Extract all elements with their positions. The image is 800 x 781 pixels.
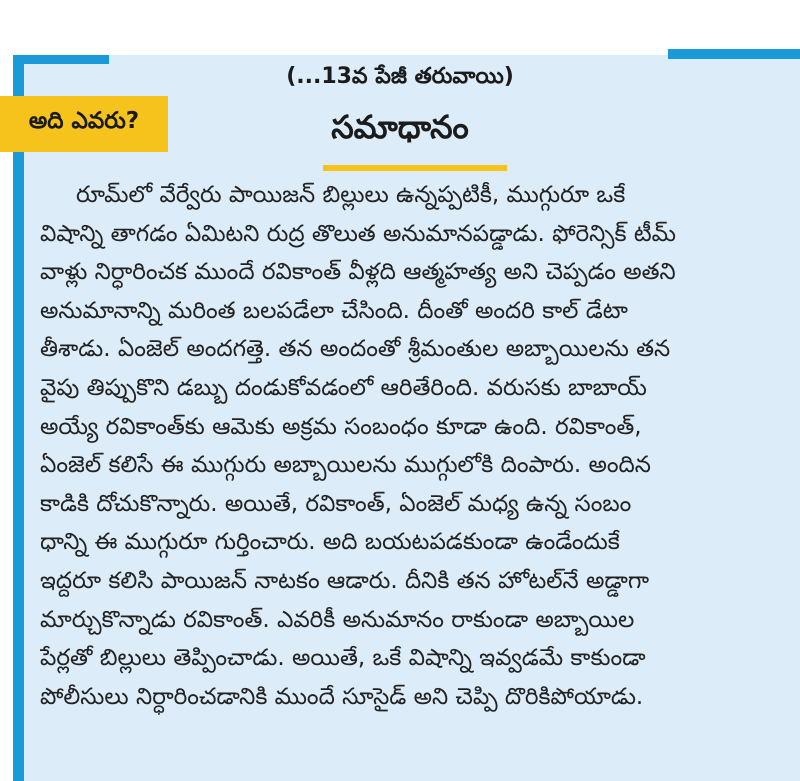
question-tag-label: అది ఎవరు? <box>28 108 140 134</box>
answer-title: సమాధానం <box>331 108 469 146</box>
article-line: ఇద్దరూ కలిసి పాయిజన్ నాటకం ఆడారు. దీనికి తన హోటల్‌నే అడ్డాగా <box>40 567 650 594</box>
article-line: పేర్లతో బిల్లులు తెప్పించాడు. అయితే, ఒకే విషాన్ని ఇవ్వడమే కాకుండా <box>40 645 646 672</box>
article-line: అయ్యే రవికాంత్‌కు ఆమెకు అక్రమ సంబంధం కూడా ఉంది. రవికాంత్, <box>40 413 642 440</box>
article-line: ధాన్ని ఈ ముగ్గురూ గుర్తించారు. అది బయటపడకుండా ఉండేందుకే <box>40 529 620 556</box>
article-line: తీశాడు. ఏంజెల్ అందగత్తె. తన అందంతో శ్రీమంతుల అబ్బాయిలను తన <box>40 336 671 363</box>
continued-from-page-label: (...13వ పేజీ తరువాయి) <box>286 64 514 89</box>
article-line: అనుమానాన్ని మరింత బలపడేలా చేసింది. దీంతో అందరి కాల్ డేటా <box>40 297 628 324</box>
article-line: కాడికి దోచుకొన్నారు. అయితే, రవికాంత్, ఏంజెల్ మధ్య ఉన్న సంబం <box>40 490 632 517</box>
article-line: వైపు తిప్పుకొని డబ్బు దండుకోవడంలో ఆరితేరింది. వరుసకు బాబాయ్ <box>40 374 647 401</box>
article-line: రూమ్‌లో వేర్వేరు పాయిజన్ బిల్లులు ఉన్నప్పటికీ, ముగ్గురూ ఒకే <box>76 182 626 208</box>
frame-top-right-bar <box>668 49 800 59</box>
article-line: విషాన్ని తాగడం ఏమిటని రుద్ర తొలుత అనుమానపడ్డాడు. ఫోరెన్సిక్ టీమ్ <box>40 220 676 247</box>
article-line: వాళ్లు నిర్ధారించక ముందే రవికాంత్ వీళ్లది ఆత్మహత్య అని చెప్పడం అతని <box>40 259 676 286</box>
frame-top-left-bar <box>13 55 109 64</box>
answer-title-underline <box>323 165 507 171</box>
article-line: మార్చుకొన్నాడు రవికాంత్. ఎవరికీ అనుమానం రాకుండా అబ్బాయిల <box>40 606 635 633</box>
article-line: ఏంజెల్ కలిసే ఈ ముగ్గురు అబ్బాయిలను ముగ్గులోకి దింపారు. అందిన <box>40 452 651 479</box>
article-body <box>40 176 770 716</box>
article-line: పోలీసులు నిర్ధారించడానికి ముందే సూసైడ్ అని చెప్పి దొరికిపోయాడు. <box>40 683 644 710</box>
frame-left-bar <box>13 55 24 781</box>
